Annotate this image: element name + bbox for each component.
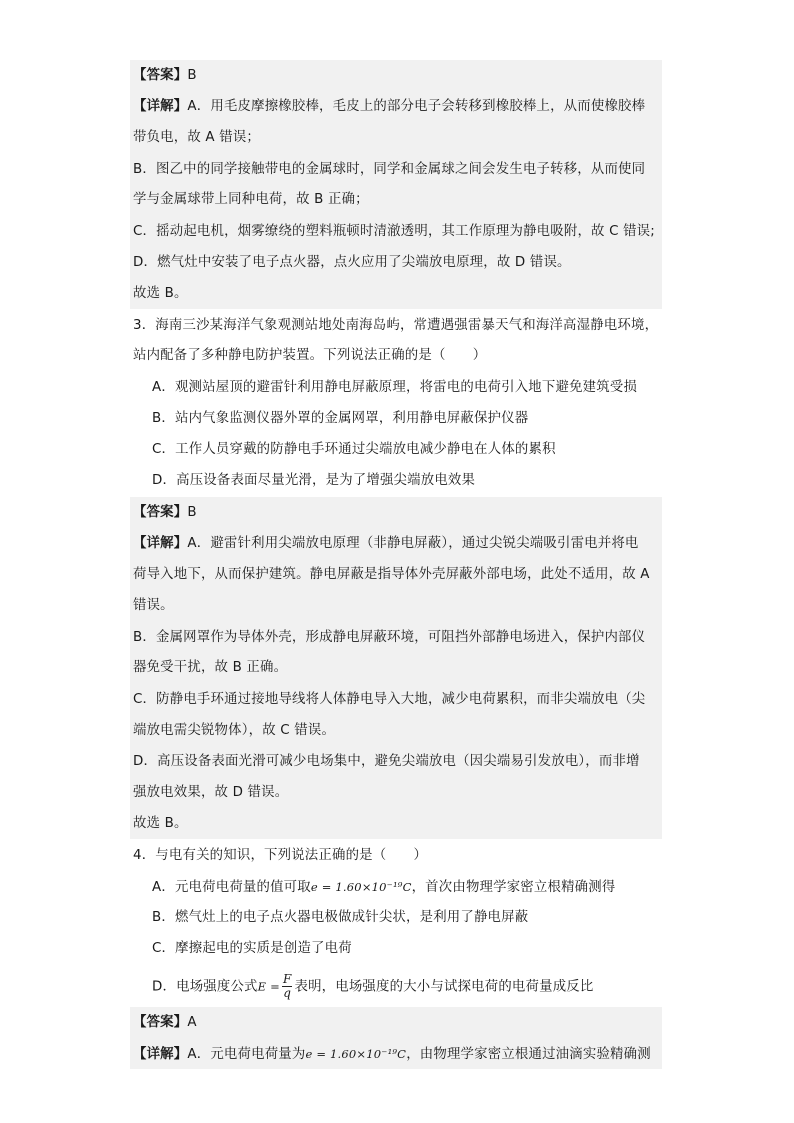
numerator: F <box>282 972 292 986</box>
conclusion-line: 故选 B。 <box>133 816 188 831</box>
answer-value: B <box>187 505 197 520</box>
detail-text-end: ，由物理学家密立根通过油滴实验精确测 <box>406 1047 651 1062</box>
option-b: B．站内气象监测仪器外罩的金属网罩，利用静电屏蔽保护仪器 <box>152 411 529 426</box>
answer-line <box>133 503 197 523</box>
detail-tag: 【详解】 <box>133 536 188 551</box>
question-stem: 4．与电有关的知识，下列说法正确的是（ ） <box>133 848 428 863</box>
answer-line <box>133 1013 197 1033</box>
answer-tag: 【答案】 <box>133 505 188 520</box>
option-a <box>152 877 615 898</box>
option-b: B．燃气灶上的电子点火器电极做成针尖状，是利用了静电屏蔽 <box>152 910 529 925</box>
detail-line: 错误。 <box>133 598 174 613</box>
answer-line <box>133 66 197 86</box>
detail-line <box>133 534 639 554</box>
detail-line: C．防静电手环通过接地导线将人体静电导入大地，减少电荷累积，而非尖端放电（尖 <box>133 692 646 707</box>
detail-tag: 【详解】 <box>133 1047 188 1062</box>
question-stem: 站内配备了多种静电防护装置。下列说法正确的是（ ） <box>133 348 487 363</box>
detail-line: D．高压设备表面光滑可减少电场集中，避免尖端放电（因尖端易引发放电），而非增 <box>133 754 640 769</box>
detail-line: 荷导入地下，从而保护建筑。静电屏蔽是指导体外壳屏蔽外部电场，此处不适用，故 A <box>133 567 650 582</box>
conclusion-line: 故选 B。 <box>133 286 188 301</box>
option-d <box>152 973 593 1001</box>
detail-line: 器免受干扰，故 B 正确。 <box>133 660 288 675</box>
detail-tag: 【详解】 <box>133 99 188 114</box>
option-d-text: D．电场强度公式 <box>152 979 258 995</box>
denominator: q <box>283 986 292 1000</box>
option-a-text: A．元电荷电荷量的值可取 <box>152 880 311 895</box>
option-d-text-end: 表明，电场强度的大小与试探电荷的电荷量成反比 <box>294 979 594 995</box>
field-strength-formula: E = <box>257 979 280 994</box>
detail-line: 强放电效果，故 D 错误。 <box>133 785 289 800</box>
option-d: D．高压设备表面尽量光滑，是为了增强尖端放电效果 <box>152 473 476 488</box>
answer-tag: 【答案】 <box>133 68 188 83</box>
detail-text: A．元电荷电荷量为 <box>187 1047 306 1062</box>
detail-line: B．图乙中的同学接触带电的金属球时，同学和金属球之间会发生电子转移，从而使同 <box>133 162 646 177</box>
answer-tag: 【答案】 <box>133 1015 188 1030</box>
option-a-text-end: ，首次由物理学家密立根精确测得 <box>411 880 616 895</box>
option-c: C．摩擦起电的实质是创造了电荷 <box>152 941 352 956</box>
fraction-f-over-q <box>282 973 293 1000</box>
detail-line: B．金属网罩作为导体外壳，形成静电屏蔽环境，可阻挡外部静电场进入，保护内部仪 <box>133 630 646 645</box>
option-c: C．工作人员穿戴的防静电手环通过尖端放电减少静电在人体的累积 <box>152 442 556 457</box>
answer-value: A <box>187 1015 197 1030</box>
question-stem: 3．海南三沙某海洋气象观测站地处南海岛屿，常遭遇强雷暴天气和海洋高湿静电环境， <box>133 318 659 333</box>
detail-line <box>133 1044 651 1065</box>
detail-line: 端放电需尖锐物体），故 C 错误。 <box>133 723 336 738</box>
detail-line: 带负电，故 A 错误； <box>133 130 260 145</box>
detail-line <box>133 97 645 117</box>
answer-value: B <box>187 68 197 83</box>
detail-line: C．摇动起电机，烟雾缭绕的塑料瓶顿时清澈透明，其工作原理为静电吸附，故 C 错误; <box>133 224 655 239</box>
detail-line: 学与金属球带上同种电荷，故 B 正确； <box>133 192 369 207</box>
option-a: A．观测站屋顶的避雷针利用静电屏蔽原理，将雷电的电荷引入地下避免建筑受损 <box>152 380 638 395</box>
elementary-charge-formula: e = 1.60×10⁻¹⁹C <box>310 880 412 894</box>
detail-text: A．避雷针利用尖端放电原理（非静电屏蔽），通过尖锐尖端吸引雷电并将电 <box>187 536 639 551</box>
detail-text: A．用毛皮摩擦橡胶棒，毛皮上的部分电子会转移到橡胶棒上，从而使橡胶棒 <box>187 99 646 114</box>
elementary-charge-formula: e = 1.60×10⁻¹⁹C <box>305 1047 407 1061</box>
detail-line: D．燃气灶中安装了电子点火器，点火应用了尖端放电原理，故 D 错误。 <box>133 255 571 270</box>
